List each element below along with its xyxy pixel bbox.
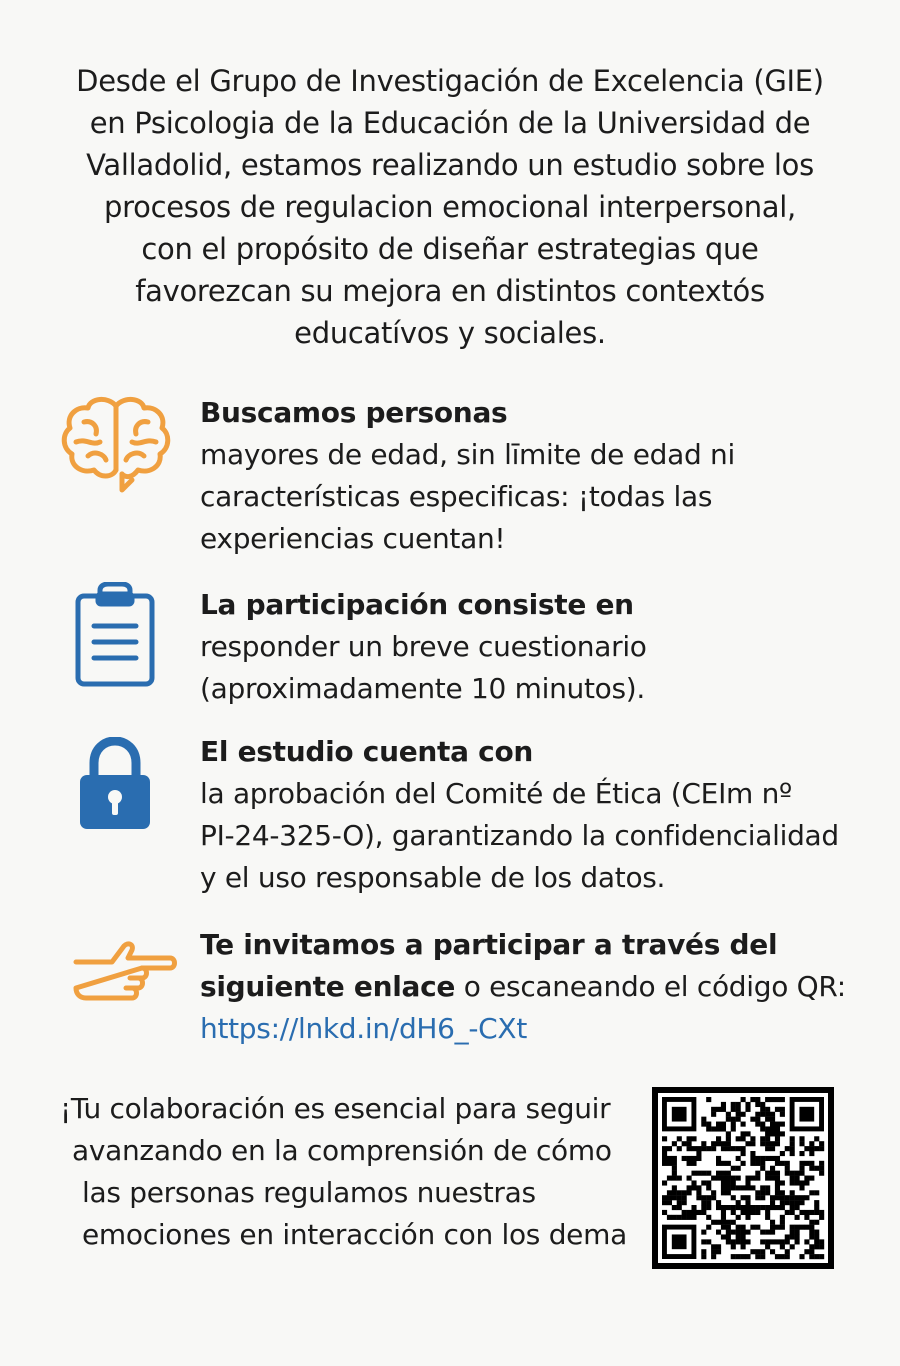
- closing-line: ¡Tu colaboración es esencial para seguir: [60, 1092, 611, 1125]
- intro-line: en Psicologia de la Educación de la Universidad de: [89, 106, 811, 140]
- section-heading: Te invitamos a participar a través del: [200, 928, 778, 961]
- link-intro-rest: o escaneando el código QR:: [455, 970, 846, 1003]
- section-line: [200, 966, 880, 1008]
- section-line: la aprobación del Comité de Ética (CEIm nº: [200, 777, 792, 810]
- section-line: responder un breve cuestionario: [200, 630, 647, 663]
- section-heading: El estudio cuenta con: [200, 735, 534, 768]
- qr-code-icon[interactable]: [652, 1087, 834, 1269]
- closing-line: las personas regulamos nuestras: [82, 1176, 536, 1209]
- intro-line: procesos de regulacion emocional interpersonal,: [104, 190, 796, 224]
- closing-paragraph: [60, 1088, 650, 1256]
- section-line: (aproximadamente 10 minutos).: [200, 672, 645, 705]
- link-intro-bold: siguiente enlace: [200, 970, 456, 1003]
- intro-line: educatívos y sociales.: [294, 316, 606, 350]
- closing-line: avanzando en la comprensión de cómo: [72, 1134, 612, 1167]
- intro-line: favorezcan su mejora en distintos contextós: [135, 274, 765, 308]
- intro-line: con el propósito de diseñar estrategias que: [141, 232, 759, 266]
- section-heading: La participación consiste en: [200, 588, 634, 621]
- brain-icon: [60, 394, 172, 494]
- intro-line: Desde el Grupo de Investigación de Excelencia (GIE): [76, 64, 824, 98]
- pointing-hand-icon: [72, 938, 182, 1008]
- section-line: mayores de edad, sin līmite de edad ni: [200, 438, 735, 471]
- survey-link[interactable]: https://lnkd.in/dH6_-CXt: [200, 1012, 527, 1045]
- lock-icon: [78, 737, 152, 831]
- section-line: PI-24-325-O), garantizando la confidencialidad: [200, 819, 839, 852]
- section-line: experiencias cuentan!: [200, 522, 506, 555]
- section-heading: Buscamos personas: [200, 396, 508, 429]
- closing-line: emociones en interacción con los dema: [82, 1218, 627, 1251]
- intro-line: Valladolid, estamos realizando un estudio sobre los: [86, 148, 814, 182]
- section-line: características especificas: ¡todas las: [200, 480, 713, 513]
- section-line: y el uso responsable de los datos.: [200, 861, 666, 894]
- clipboard-icon: [74, 582, 156, 688]
- intro-paragraph: [40, 60, 860, 354]
